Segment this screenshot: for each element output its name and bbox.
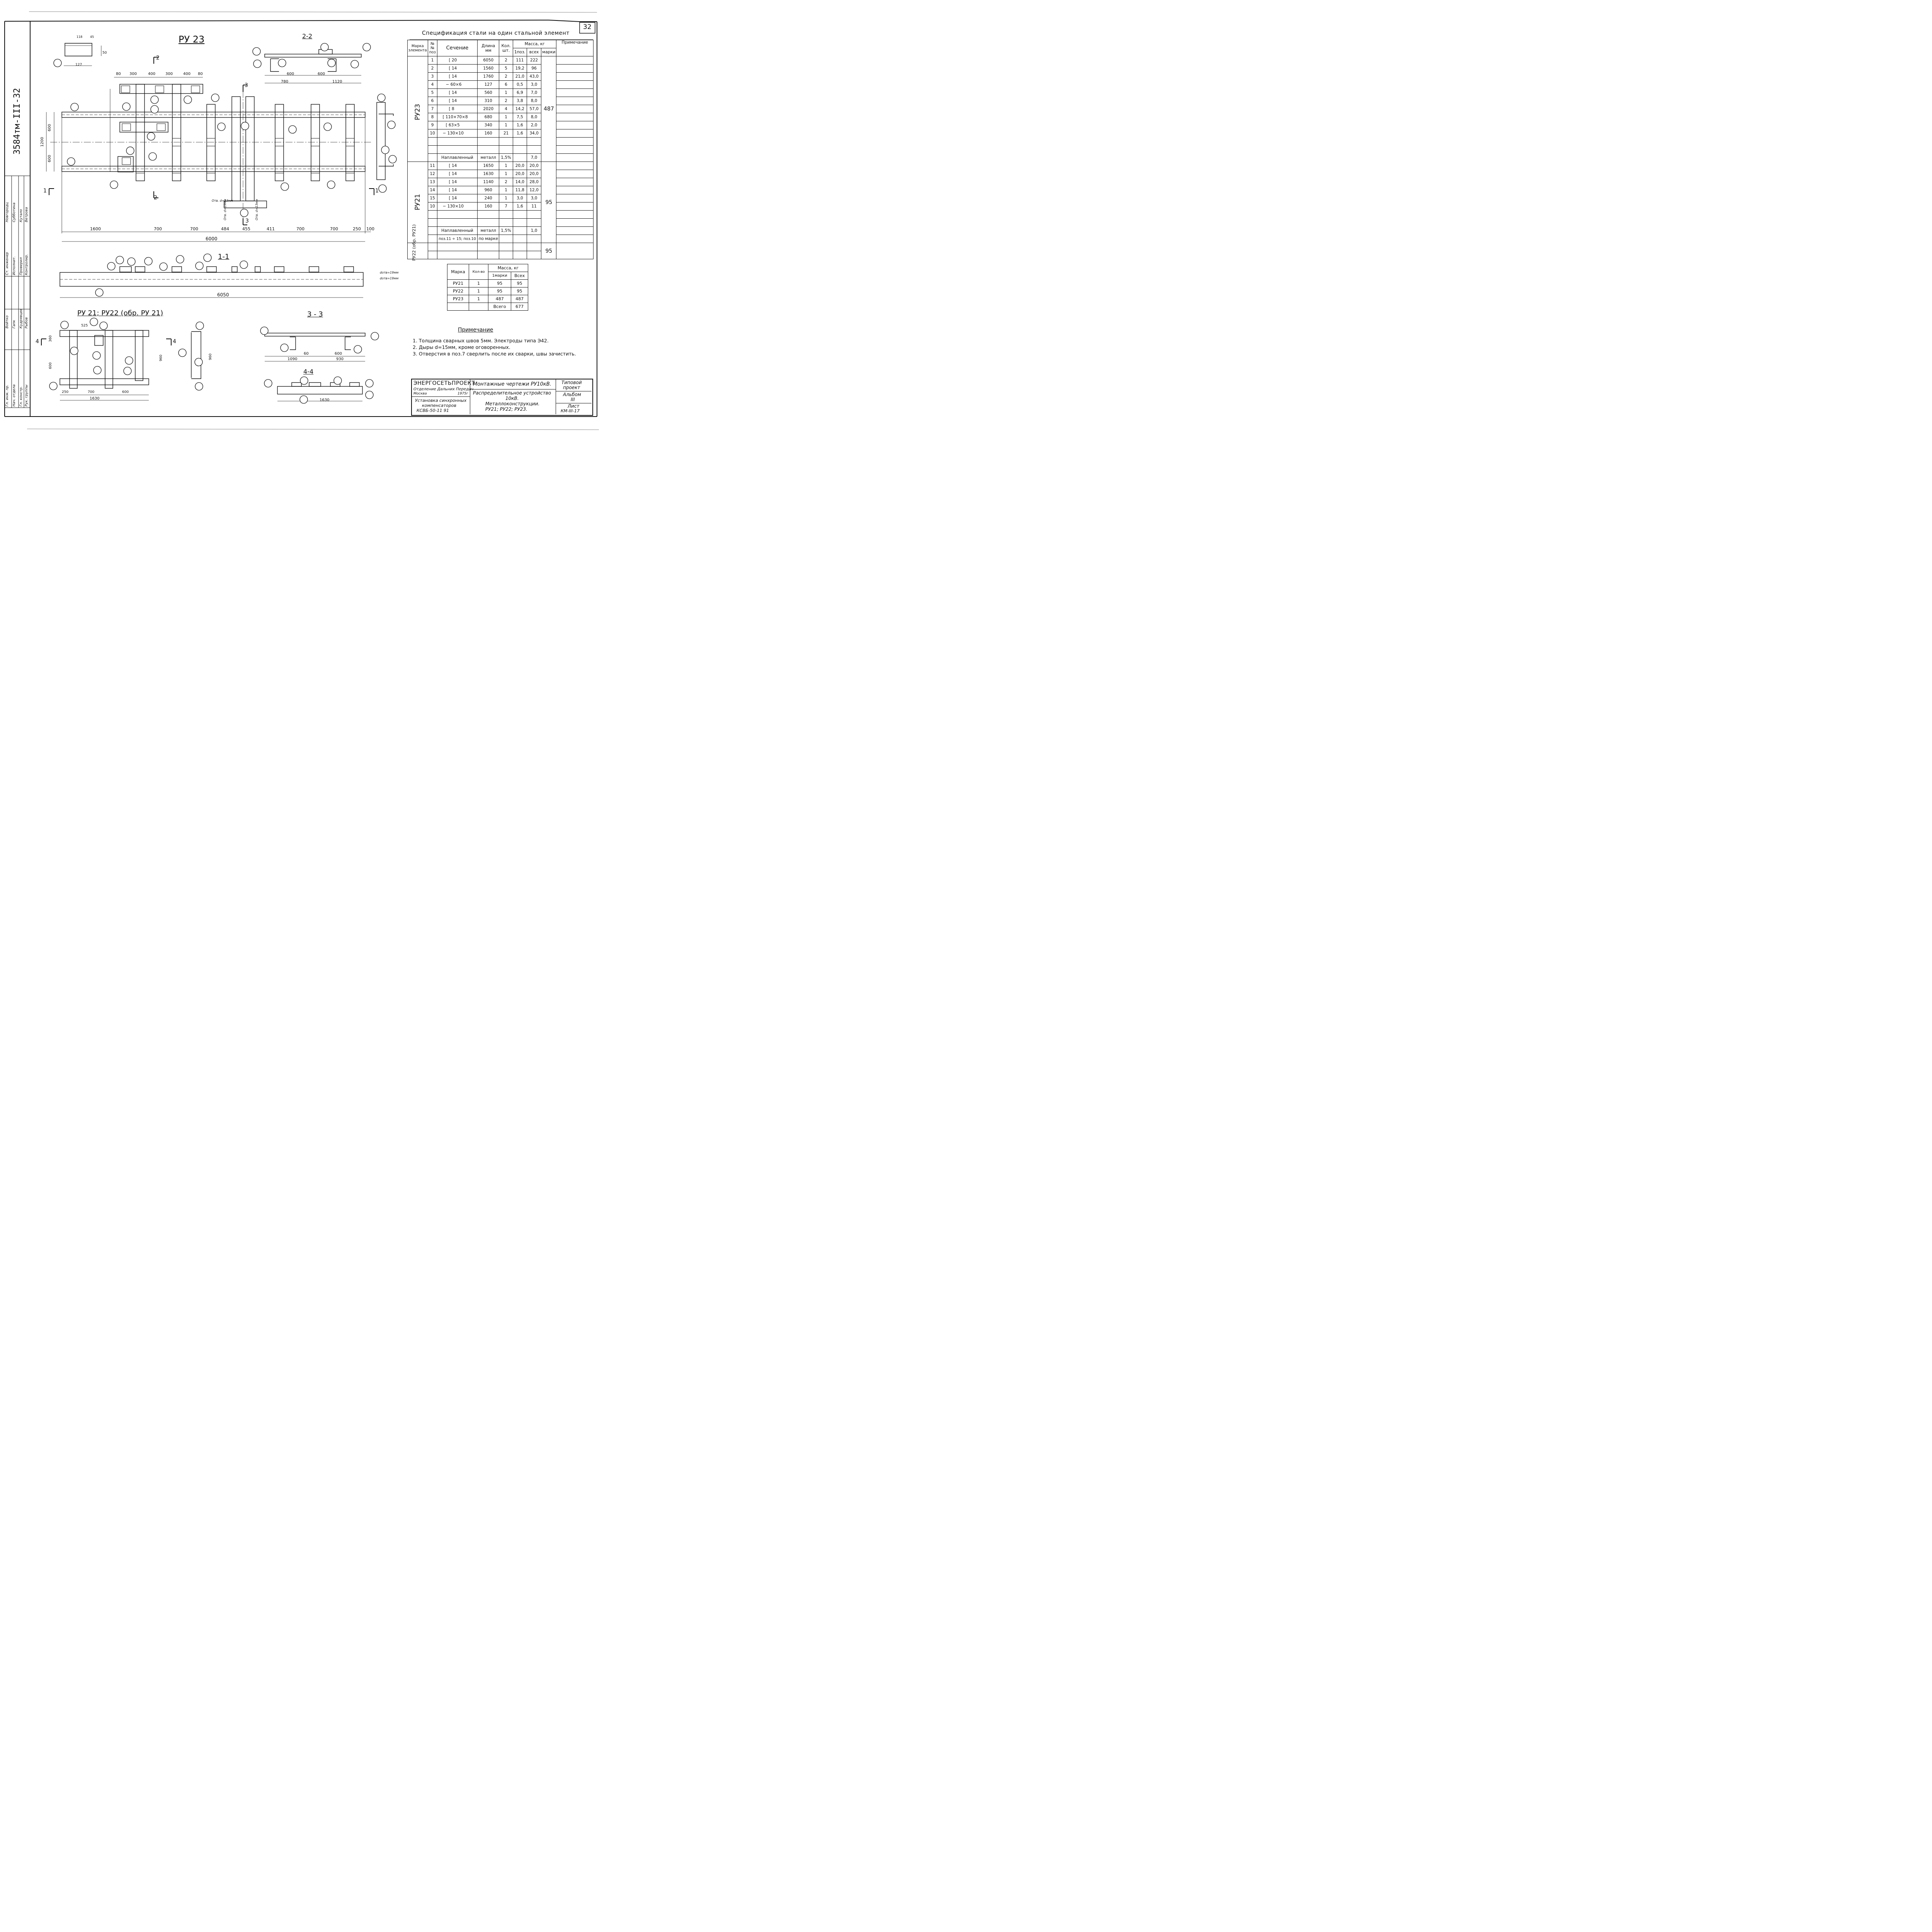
dim-3-3: 1090 [287,357,298,361]
section-2-2-title: 2-2 [302,32,313,40]
table-row: 10 − 130×10 160 21 1,6 34,0 [408,129,594,138]
mass-summary-table [447,264,528,311]
stamp-name: Кудрявцев [19,308,23,328]
ru23-title: РУ 23 [179,34,205,45]
spec-mark-mass: 95 [541,162,556,243]
stamp-role: Гл. инж. пр. [5,384,9,406]
stamp-role: Рук. группы [25,384,29,406]
table-row: 15 [ 14 240 1 3,0 3,0 [408,194,594,202]
table-row: 13 [ 14 1140 2 14,0 28,0 [408,178,594,186]
stamp-role: Контролир. [25,254,29,275]
tb-type: Типовой [561,380,582,385]
spec-header-mass: Масса, кг [513,40,556,48]
section-3-3-view [265,333,365,361]
dim-top: 300 [165,72,173,76]
tb-year: 1975г [457,392,468,396]
dim-bottom: 700 [154,226,162,231]
title-block [411,379,593,416]
note-item: 2. Дыры d=15мм, кроме оговоренных. [413,344,510,350]
dim-ru21: 700 [88,390,95,394]
d-note: dотв=19мм [380,271,399,274]
dim-bottom: 700 [296,226,304,231]
mass-header-all: Всех [511,272,528,280]
stamp-role: Исполнит. [12,256,16,275]
dim-top: 300 [129,72,137,76]
mass-header-one: 1марки [488,272,511,280]
plan-dimension-lines [46,77,371,242]
dim-ru21: 1630 [90,396,100,401]
section-1-1-title: 1-1 [218,253,230,261]
tb-object: Установка синхронных [415,398,467,403]
dim-3-3: 930 [336,357,344,361]
section-2-2-view [265,49,361,83]
table-row: 5 [ 14 560 1 6,9 7,0 [408,89,594,97]
dim-ru21: 960 [209,353,213,360]
section-mark: 4 [36,338,39,345]
table-row: Наплавленный металл 1,5% 1,0 [408,227,594,235]
spec-header-mark: Марка элемента [408,40,428,56]
spec-mark-mass: 95 [541,243,556,259]
tb-drawing: 10кВ. [505,396,519,401]
spec-group-ru21 [408,162,594,243]
profile-dim: 45 [90,35,94,39]
dim-top: 400 [183,72,191,76]
spec-header-mass-all: всех [527,48,541,56]
tb-object: КСВБ-50-11 91 [417,408,449,413]
spec-header-length: Длина мм [478,40,499,56]
note-item: 1. Толщина сварных швов 5мм. Электроды типа Э42. [413,338,549,344]
spec-header-mass-pos: 1поз. [513,48,527,56]
dim-2-2: 1120 [332,80,342,84]
section-mark: 3 [245,82,248,88]
spec-header-note: Примечание [556,40,594,56]
table-row: Наплавленный металл 1,5% 7,0 [408,154,594,162]
spec-mark-cell: РУ23 [408,56,428,162]
section-1-1-view [60,267,363,298]
section-mark: 1 [375,188,379,194]
dim-2-2: 780 [281,80,289,84]
dim-2-2: 600 [287,72,294,76]
table-row: РУ21 1 95 95 [447,280,528,287]
ru21-title: РУ 21; РУ22 (обр. РУ 21) [77,309,163,317]
dim-total-6000: 6000 [206,236,218,242]
dim-left: 1200 [40,137,44,147]
notes-title: Примечание [458,327,493,333]
sheet-number: 32 [583,23,592,31]
table-row: 10 − 130×10 160 7 1,6 11 [408,202,594,211]
spec-table [407,40,594,259]
profile-sketch [64,43,101,66]
dim-bottom: 1600 [90,226,101,231]
dim-ru21: 360 [49,335,53,342]
position-callouts [49,43,399,403]
section-mark: 2 [156,55,160,61]
dim-ru21: 250 [62,390,69,394]
dim-ru21: 600 [49,362,53,369]
hole-note: Отв. d=19мм [223,199,227,220]
table-row: поз.11 ÷ 15; поз.10 по марке [408,235,594,243]
cutting-plane-marks [41,57,374,345]
tb-album: III [571,397,575,402]
d-note: dотв=19мм [380,277,399,280]
spec-mark-mass: 487 [541,56,556,162]
spec-header-section: Сечение [437,40,478,56]
dim-left: 600 [48,155,52,162]
tb-dept: Отделение Дальних Передач [413,387,474,391]
dim-4-4: 1630 [320,398,330,402]
spec-group-ru23 [408,56,594,162]
drawing-sheet [0,0,606,440]
mass-header-mark: Марка [447,264,469,280]
section-mark: 4 [173,338,176,345]
dim-bottom: 700 [190,226,198,231]
profile-dim: 118 [77,35,83,39]
tb-object: компенсаторов [422,403,456,408]
spec-header-pos: №№ поз [428,40,437,56]
dim-ru21: 525 [81,324,88,328]
dim-bottom: 100 [366,226,374,231]
ru21-plan-view [60,330,201,400]
dim-bottom: 250 [353,226,361,231]
tb-sheet: Лист [568,403,580,409]
dim-ru21: 960 [159,354,163,361]
stamp-role: Гл. констр. [19,386,23,406]
dim-bottom: 455 [242,226,250,231]
stamp-name: Кутало [19,209,23,222]
tb-album: Альбом [563,392,581,397]
dim-3-3: 600 [335,352,342,356]
notes-list [413,337,576,357]
tb-city: Москва [413,392,427,396]
side-document-code: 3584тм-III-32 [12,88,22,155]
spec-header-mass-mark: марки [541,48,556,56]
stamp-name: Ветрова [25,207,29,222]
dim-2-2: 600 [318,72,325,76]
dim-ru21: 600 [122,390,129,394]
stamp-name: Рыбов [25,317,29,328]
dim-top: 80 [116,72,121,76]
section-mark: 3 [245,218,249,224]
table-row: РУ23 1 [ 20 6050 2 111 222 487 [408,56,594,65]
profile-dim: 127 [75,63,82,67]
tb-drawing: РУ21; РУ22; РУ23. [485,406,527,412]
dim-total-6050: 6050 [217,292,229,298]
table-row: 4 − 60×6 127 6 0,5 3,0 [408,81,594,89]
table-row: 7 [ 8 2020 4 14,2 57,0 [408,105,594,113]
spec-mark-cell: РУ22 (обр. РУ21) [408,243,428,259]
tb-drawing: Монтажные чертежи РУ10кВ. [473,381,551,387]
tb-drawing: Распределительное устройство [473,390,551,396]
tb-drawing: Металлоконструкции. [485,401,540,406]
tb-org: ЭНЕРГОСЕТЬПРОЕКТ [413,380,475,386]
section-mark: 2 [154,195,157,201]
table-row: РУ22 1 95 95 [447,287,528,295]
dim-3-3: 60 [304,352,309,356]
stamp-name: Войтко [5,315,9,328]
table-row: 6 [ 14 310 2 3,8 8,0 [408,97,594,105]
tb-type: проект [563,385,580,390]
section-3-3-title: 3 - 3 [307,310,323,318]
dim-left: 600 [48,124,52,131]
tb-sheet: КМ-III-17 [561,408,580,413]
mass-header-mass: Масса, кг [488,264,528,272]
table-row: 3 [ 14 1760 2 21,0 43,0 [408,73,594,81]
table-row: Всего 677 [447,303,528,311]
spec-header-qty: Кол. шт. [499,40,513,56]
stamp-name: Новгородц [5,202,9,222]
table-row: РУ21 11 [ 14 1650 1 20,0 20,0 95 [408,162,594,170]
dim-bottom: 484 [221,226,229,231]
stamp-role: Проверил [19,257,23,275]
stamp-name: Субботина [12,202,16,222]
table-row: 14 [ 14 960 1 11,8 12,0 [408,186,594,194]
stamp-name: Гапк [12,320,16,328]
dim-top: 400 [148,72,156,76]
section-mark: 1 [43,188,47,194]
mass-header-qty: Кол-во [469,264,488,280]
table-row: 9 [ 63×5 340 1 1,6 2,0 [408,121,594,129]
table-row [408,243,594,251]
section-4-4-title: 4-4 [303,368,314,375]
stamp-role: Ст. инженер [5,252,9,275]
hole-note: Отв. d=13мм [212,199,233,202]
table-row: 2 [ 14 1560 5 19,2 96 [408,65,594,73]
dim-top: 80 [198,72,203,76]
table-row: 8 [ 110×70×8 680 1 7,5 8,0 [408,113,594,121]
note-item: 3. Отверстия в поз.7 сверлить после их сварки, швы зачистить. [413,351,576,357]
table-row: 12 [ 14 1630 1 20,0 20,0 [408,170,594,178]
dim-bottom: 700 [330,226,338,231]
hole-note: Отв. d=13мм [255,199,259,220]
profile-dim: 50 [102,51,107,55]
spec-mark-cell: РУ21 [408,162,428,243]
dim-bottom: 411 [267,226,275,231]
stamp-role: Нач. отдела [12,384,16,406]
table-row: РУ23 1 487 487 [447,295,528,303]
spec-title: Спецификация стали на один стальной элемент [422,30,570,36]
